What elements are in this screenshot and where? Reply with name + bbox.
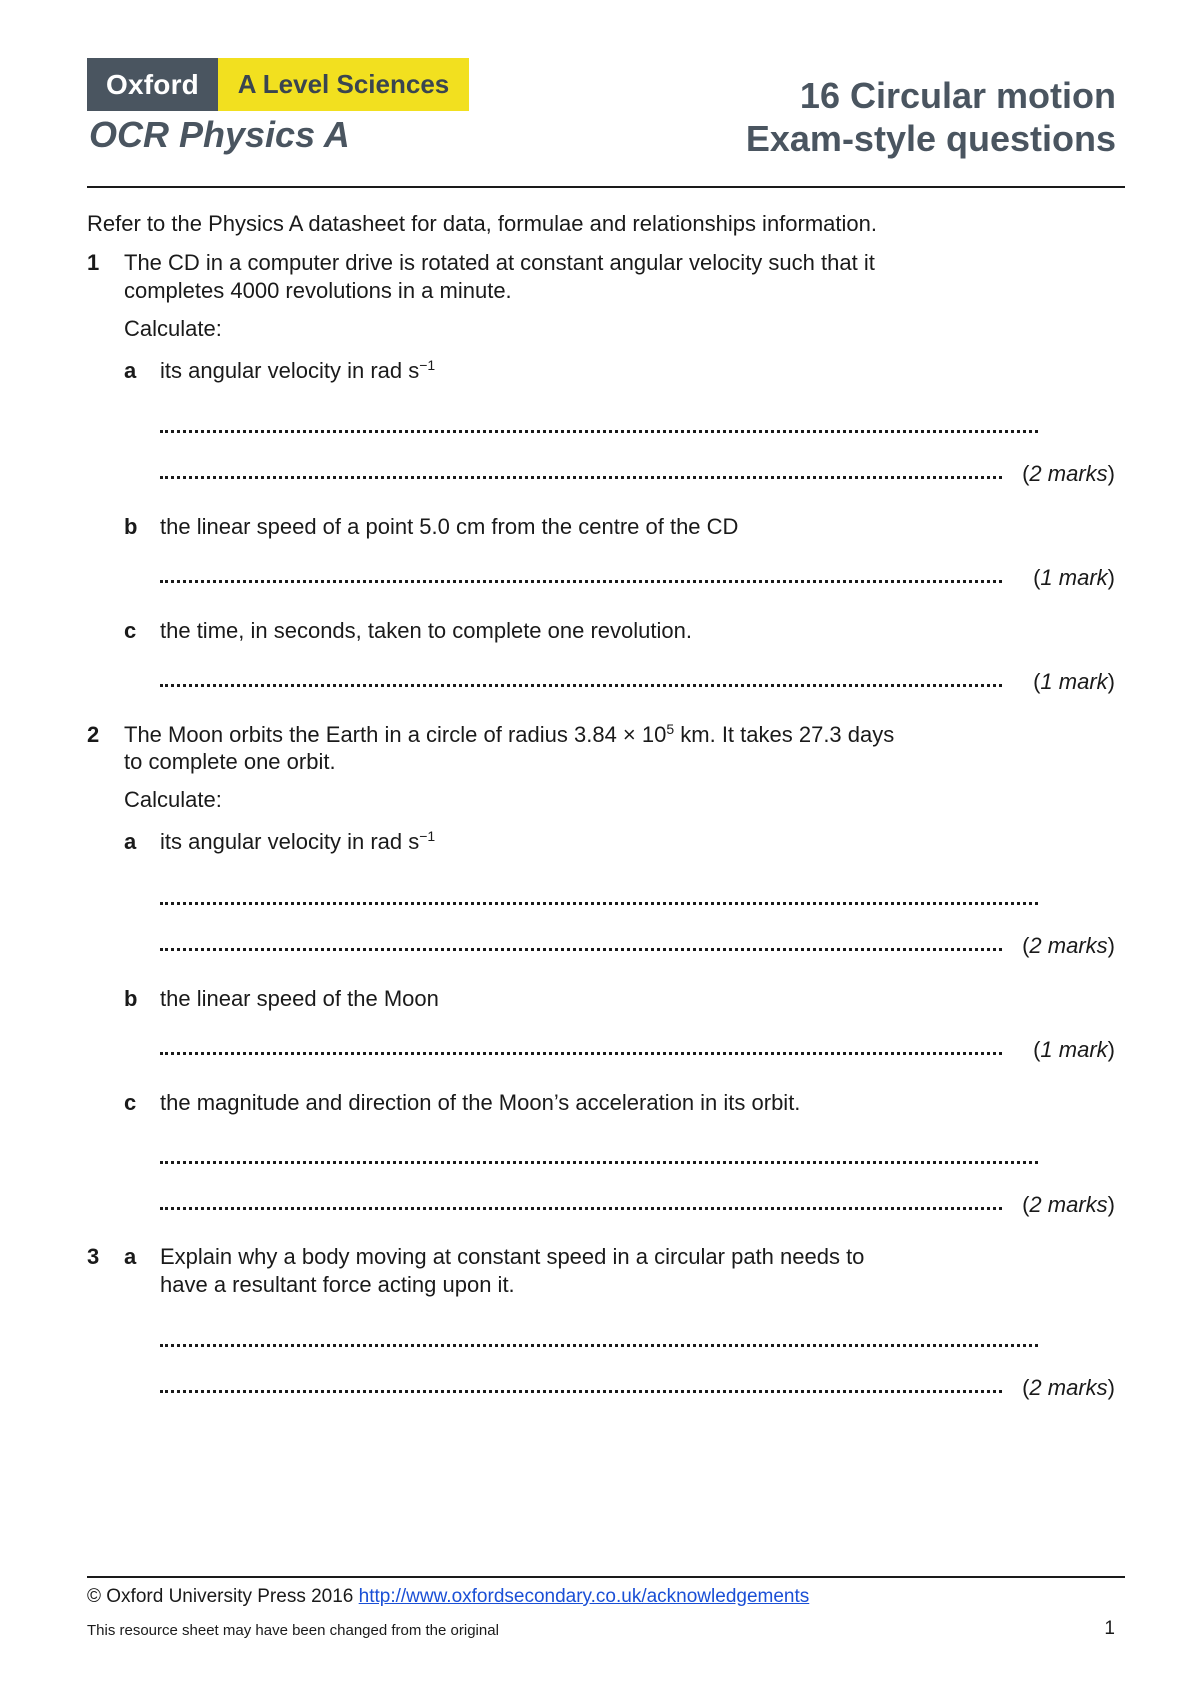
q2-line1-pre: The Moon orbits the Earth in a circle of radius 3.84 × 10 bbox=[124, 722, 667, 747]
q2a-answer-line-2[interactable] bbox=[160, 947, 1002, 951]
q1b-marks-value: 1 mark bbox=[1040, 565, 1108, 590]
q2b-answer-line[interactable] bbox=[160, 1051, 1002, 1055]
q2a-label: a bbox=[124, 829, 137, 854]
subject-title: OCR Physics A bbox=[89, 114, 350, 155]
q3a-text-line2: have a resultant force acting upon it. bbox=[160, 1272, 515, 1297]
q1c-text: the time, in seconds, taken to complete one revolution. bbox=[160, 618, 692, 643]
question-1-number: 1 bbox=[87, 250, 100, 275]
q1a-superscript: −1 bbox=[419, 357, 436, 373]
q1c-marks: (1 mark) bbox=[1033, 669, 1115, 694]
question-1-text-line1: The CD in a computer drive is rotated at constant angular velocity such that it bbox=[124, 250, 875, 275]
footer-copyright bbox=[87, 1586, 809, 1608]
q1a-text-main: its angular velocity in rad s bbox=[160, 358, 420, 383]
q2b-label: b bbox=[124, 986, 138, 1011]
page-title: Exam-style questions bbox=[745, 118, 1116, 159]
q2a-text-main: its angular velocity in rad s bbox=[160, 829, 420, 854]
copyright-text: © Oxford University Press 2016 bbox=[87, 1586, 354, 1607]
q1b-answer-line[interactable] bbox=[160, 579, 1002, 583]
q3a-marks-value: 2 marks bbox=[1029, 1375, 1108, 1400]
q2b-marks: (1 mark) bbox=[1033, 1037, 1115, 1062]
question-2-prompt: Calculate: bbox=[124, 787, 222, 812]
q3a-answer-line-1[interactable] bbox=[160, 1343, 1038, 1347]
header-divider bbox=[87, 186, 1125, 188]
q1b-label: b bbox=[124, 514, 138, 539]
q2c-label: c bbox=[124, 1090, 137, 1115]
q3a-answer-line-2[interactable] bbox=[160, 1389, 1002, 1393]
question-1-text-line2: completes 4000 revolutions in a minute. bbox=[124, 278, 512, 303]
q1b-marks: (1 mark) bbox=[1033, 565, 1115, 590]
q2c-text: the magnitude and direction of the Moon’s acceleration in its orbit. bbox=[160, 1090, 801, 1115]
q2c-answer-line-2[interactable] bbox=[160, 1206, 1002, 1210]
q1c-label: c bbox=[124, 618, 137, 643]
q3a-label: a bbox=[124, 1244, 137, 1269]
q2c-answer-line-1[interactable] bbox=[160, 1160, 1038, 1164]
q1a-answer-line-1[interactable] bbox=[160, 429, 1038, 433]
chapter-name: 16 Circular motion bbox=[799, 75, 1116, 116]
q2a-answer-line-1[interactable] bbox=[160, 901, 1038, 905]
q2b-marks-value: 1 mark bbox=[1040, 1037, 1108, 1062]
page-number: 1 bbox=[1104, 1618, 1115, 1639]
q2a-text bbox=[160, 828, 435, 856]
q1a-label: a bbox=[124, 358, 137, 383]
q1c-marks-value: 1 mark bbox=[1040, 669, 1108, 694]
q1b-text: the linear speed of a point 5.0 cm from the centre of the CD bbox=[160, 514, 739, 539]
question-2-text-line1 bbox=[124, 721, 894, 749]
brand-logo bbox=[87, 58, 469, 111]
q2a-marks-value: 2 marks bbox=[1029, 933, 1108, 958]
brand-oxford: Oxford bbox=[87, 58, 218, 111]
q2a-marks: (2 marks) bbox=[1022, 933, 1115, 958]
footer-divider bbox=[87, 1576, 1125, 1578]
q1a-text bbox=[160, 357, 435, 385]
q1a-marks-value: 2 marks bbox=[1029, 461, 1108, 486]
q3a-text-line1: Explain why a body moving at constant speed in a circular path needs to bbox=[160, 1244, 865, 1269]
q2c-marks: (2 marks) bbox=[1022, 1192, 1115, 1217]
q2-line1-post: km. It takes 27.3 days bbox=[674, 722, 895, 747]
q1a-answer-line-2[interactable] bbox=[160, 475, 1002, 479]
q2a-superscript: −1 bbox=[419, 828, 436, 844]
footer-note: This resource sheet may have been changed from the original bbox=[87, 1622, 499, 1639]
q1c-answer-line[interactable] bbox=[160, 683, 1002, 687]
question-3-number: 3 bbox=[87, 1244, 100, 1269]
question-2-number: 2 bbox=[87, 722, 100, 747]
q2-line1-superscript: 5 bbox=[666, 721, 675, 737]
intro-text: Refer to the Physics A datasheet for data, formulae and relationships information. bbox=[87, 211, 878, 236]
q2c-marks-value: 2 marks bbox=[1029, 1192, 1108, 1217]
q1a-marks: (2 marks) bbox=[1022, 461, 1115, 486]
chapter-heading bbox=[746, 74, 1116, 160]
question-1-prompt: Calculate: bbox=[124, 316, 222, 341]
q2b-text: the linear speed of the Moon bbox=[160, 986, 439, 1011]
brand-a-level-sciences: A Level Sciences bbox=[218, 58, 469, 111]
question-2-text-line2: to complete one orbit. bbox=[124, 749, 336, 774]
q3a-marks: (2 marks) bbox=[1022, 1375, 1115, 1400]
acknowledgements-link[interactable]: http://www.oxfordsecondary.co.uk/acknowledgements bbox=[358, 1586, 810, 1607]
